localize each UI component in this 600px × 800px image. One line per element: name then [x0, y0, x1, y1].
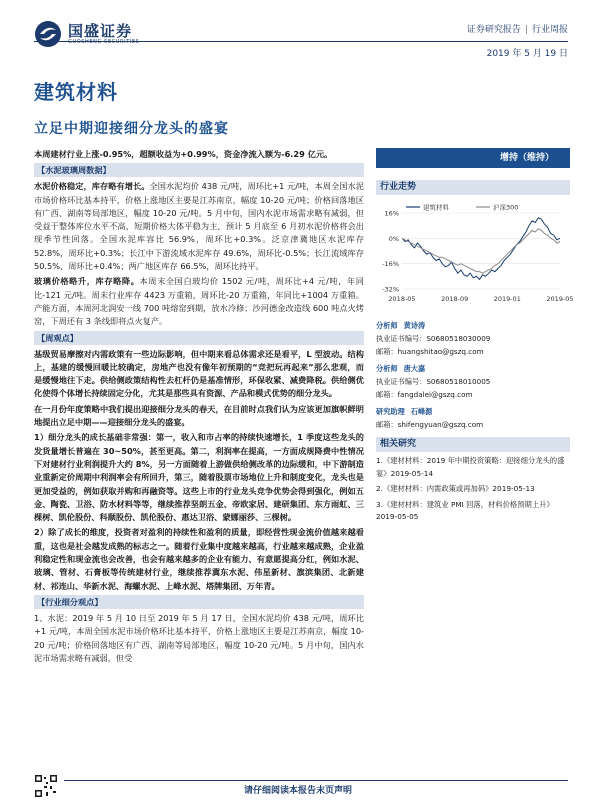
legend-label: 沪深300: [493, 203, 519, 212]
trend-chart-svg: [376, 199, 574, 311]
view-paragraph-1: 基级贸易摩擦对内需政策有一些边际影响，但中期来看总体需求还是看平，L 型波动。结构上，基建的缓慢回暖比较确定，房地产也没有像年初预期的“竞把玩再起来”那么悲观，而是缓慢地往下走。供给侧政策结构性去杠杆仍是基准情形，环保收紧、减费降税。供给侧优化使得个体增长持续固定分化，尤其是那些具有资源、产品和模式优势的细分龙头。: [34, 348, 364, 399]
footer-divider: [64, 780, 568, 781]
analyst-2-email-label: 邮箱：: [376, 390, 398, 399]
glass-body: 本周末全国白玻均价 1502 元/吨，周环比+4 元/吨，年同比-121 元/吨。周末行业库存 4423 万重箱，周环比-20 万重箱，年同比+1004 万重箱。产能方面，本周河北润安一线 700 吨熔窑到期，放水冷修；沙河德金改造线 600 吨点火烤窑，下周还有 3 条线即将点火复产。: [34, 276, 364, 327]
analyst-1-role: 分析师: [376, 321, 398, 330]
analyst-2: [376, 362, 570, 375]
company-logo: [34, 20, 139, 48]
x-tick-label: 2019-05: [546, 295, 574, 303]
analyst-3-email-row: [376, 418, 570, 431]
related-reports-list: [376, 455, 570, 524]
analyst-2-email[interactable]: fangdalei@gszq.com: [397, 390, 473, 399]
view-paragraph-2: 在一月份年度策略中我们提出迎接细分龙头的春天，在目前时点我们认为应该更加旗帜鲜明地提出立足中期——迎接细分龙头的盛宴。: [34, 403, 364, 428]
analyst-2-name: 唐大嘉: [403, 364, 426, 373]
analyst-3: [376, 405, 570, 418]
analyst-1: [376, 319, 570, 332]
main-content: [34, 148, 364, 665]
series-line-0: [402, 218, 560, 280]
analyst-1-name: 黄诗涛: [403, 321, 426, 330]
x-tick-label: 2018-05: [388, 295, 416, 303]
related-report-item[interactable]: 2.《建材材料：内需政策或再加码》2019-05-13: [376, 484, 535, 493]
guosheng-logo-icon: [34, 20, 62, 48]
footer-note: 请仔细阅读本报告末页声明: [244, 786, 353, 796]
cement-lead: 水泥价格稳定，库存略有增长。: [34, 181, 150, 192]
analyst-1-email[interactable]: huangshitao@gszq.com: [397, 347, 484, 356]
logo-name-cn: 国盛证券: [68, 21, 133, 40]
x-tick-label: 2018-09: [441, 295, 469, 303]
section-header-segment-view: 【行业细分观点】: [34, 595, 364, 609]
related-report-item[interactable]: 1.《建材材料：2019 年中期投资策略：迎接细分龙头的盛宴》2019-05-14: [376, 456, 565, 478]
analyst-3-email[interactable]: shifengyuan@gszq.com: [397, 420, 484, 429]
y-tick-label: 0%: [388, 234, 399, 243]
sector-title: 建筑材料: [34, 80, 118, 104]
y-tick-label: -16%: [382, 260, 399, 269]
report-kind-label: 行业周报: [531, 25, 568, 35]
analyst-3-name: 石峰源: [410, 407, 433, 416]
analyst-2-email-row: [376, 388, 570, 401]
sidebar: [376, 148, 574, 524]
rating-badge: 增持（维持）: [376, 148, 570, 168]
cement-body: 全国水泥均价 438 元/吨，周环比+1 元/吨，本周全国水泥市场价格环比基本持平，价格上涨地区主要是江苏南京，幅度 10-20 元/吨；价格回落地区有广西、湖南等局部地区，幅度 10-20 元/吨。5 月中旬，国内水泥市场需求略有减弱，但受益于整体库位水平不高，短期价格大体平稳为主，预计 5 月底至 6 月初水泥价格将会出现季节性回落。全国水泥库容比 56.9%，周环比+0.3%。泛京津冀地区水泥库存 52.8%，周环比+0.3%；长江中下游流域水泥库存 49.6%，周环比-0.5%；长江流域库存 50.5%，周环比+0.4%；两广地区库存 66.5%，周环比持平。: [34, 181, 364, 272]
report-type-label: 证券研究报告: [466, 25, 521, 35]
related-report-item[interactable]: 3.《建材材料：建筑业 PMI 回落，材料价格预期上升》2019-05-05: [376, 499, 554, 521]
view-paragraph-3: 1）细分龙头的成长基础非常强：第一，收入和市占率的持续快速增长，1 季度这些龙头的发货量增长普遍在 30~50%，甚至更高。第二，利润率在提高，一方面成规降费中性情况下对建材行业利润提升大约 8%，另一方面随着上游做供给侧改革的边际缓和，中下游制造业重新定价周期中利润率会有所回升，第三，随着股票市场地位上升和制度变化，龙头也是更加受益的，例如获取并购和再融资等。这些上市的行业龙头竞争优势会得到强化，例如五金、陶瓷、卫浴、防水材料等等，继续推荐坚朗五金、帝欧家居、建研集团、东方雨虹、三棵树、凯伦股份、科顺股份、凯伦股份、惠达卫浴、蒙娜丽莎、三棵树。: [34, 432, 364, 523]
analyst-1-cert: [376, 332, 570, 345]
y-tick-label: 16%: [384, 209, 399, 218]
analyst-2-role: 分析师: [376, 364, 398, 373]
cement-paragraph: [34, 180, 364, 273]
analyst-2-cert-id: S0680518010005: [426, 377, 491, 386]
y-tick-label: -32%: [382, 285, 399, 294]
analyst-block: [376, 319, 570, 431]
header-divider: [34, 41, 568, 42]
report-title: 立足中期迎接细分龙头的盛宴: [34, 121, 229, 137]
analyst-1-email-row: [376, 345, 570, 358]
related-section-header: 相关研究: [376, 437, 570, 452]
report-date: 2019 年 5 月 19 日: [486, 49, 568, 59]
analyst-3-email-label: 邮箱：: [376, 420, 398, 429]
report-type: 证券研究报告 | 行业周报: [466, 25, 568, 35]
summary-paragraph: 本周建材行业上涨-0.95%，超额收益为+0.99%，资金净流入额为-6.29 亿元。: [34, 149, 333, 159]
qr-code-icon: [34, 774, 58, 798]
page-header: [0, 0, 600, 64]
analyst-3-role: 研究助理: [376, 407, 405, 416]
analyst-1-cert-id: S0680518030009: [426, 334, 491, 343]
page-footer: [34, 774, 568, 796]
logo-name-en: [68, 39, 139, 46]
section-header-weekly-view: 【周观点】: [34, 331, 364, 345]
trend-section-header: 行业走势: [376, 180, 570, 195]
x-tick-label: 2019-01: [493, 295, 521, 303]
analyst-2-cert-label: 执业证书编号：: [376, 377, 427, 386]
glass-paragraph: [34, 275, 364, 328]
view-paragraph-5: 1、水泥：2019 年 5 月 10 日至 2019 年 5 月 17 日，全国水泥均价 438 元/吨，周环比+1 元/吨，本周全国水泥市场价格环比基本持平，价格上涨地区主要是江苏南京，幅度 10-20 元/吨；价格回落地区有广西、湖南等局部地区，幅度 10-20 元/吨。5 月中旬，国内水泥市场需求略有减弱，但受: [34, 612, 364, 663]
industry-trend-chart: [376, 199, 574, 311]
analyst-2-cert: [376, 375, 570, 388]
series-line-1: [402, 229, 560, 273]
legend-label: 建筑材料: [423, 203, 449, 212]
analyst-1-cert-label: 执业证书编号：: [376, 334, 427, 343]
glass-lead: 玻璃价格略升，库存略降。: [34, 276, 140, 287]
analyst-1-email-label: 邮箱：: [376, 347, 398, 356]
view-paragraph-4: 2）除了成长的维度，投资者对盈利的持续性和盈利的质量，即经营性现金流价值越来越看重，这也是社会越发成熟的标志之一。随着行业集中度越来越高，行业越来越成熟，企业盈利稳定性和现金流也会改善，也会有越来越多的企业有能力、有意愿提高分红，例如水泥、玻璃、管材、石膏板等传统建材行业，继续推荐冀东水泥、伟星新材、旗滨集团、北新建材、祁连山、华新水泥、海螺水泥、上峰水泥、塔牌集团、万年青。: [34, 527, 364, 591]
section-header-weekly-data: 【水泥玻璃周数据】: [34, 163, 364, 177]
